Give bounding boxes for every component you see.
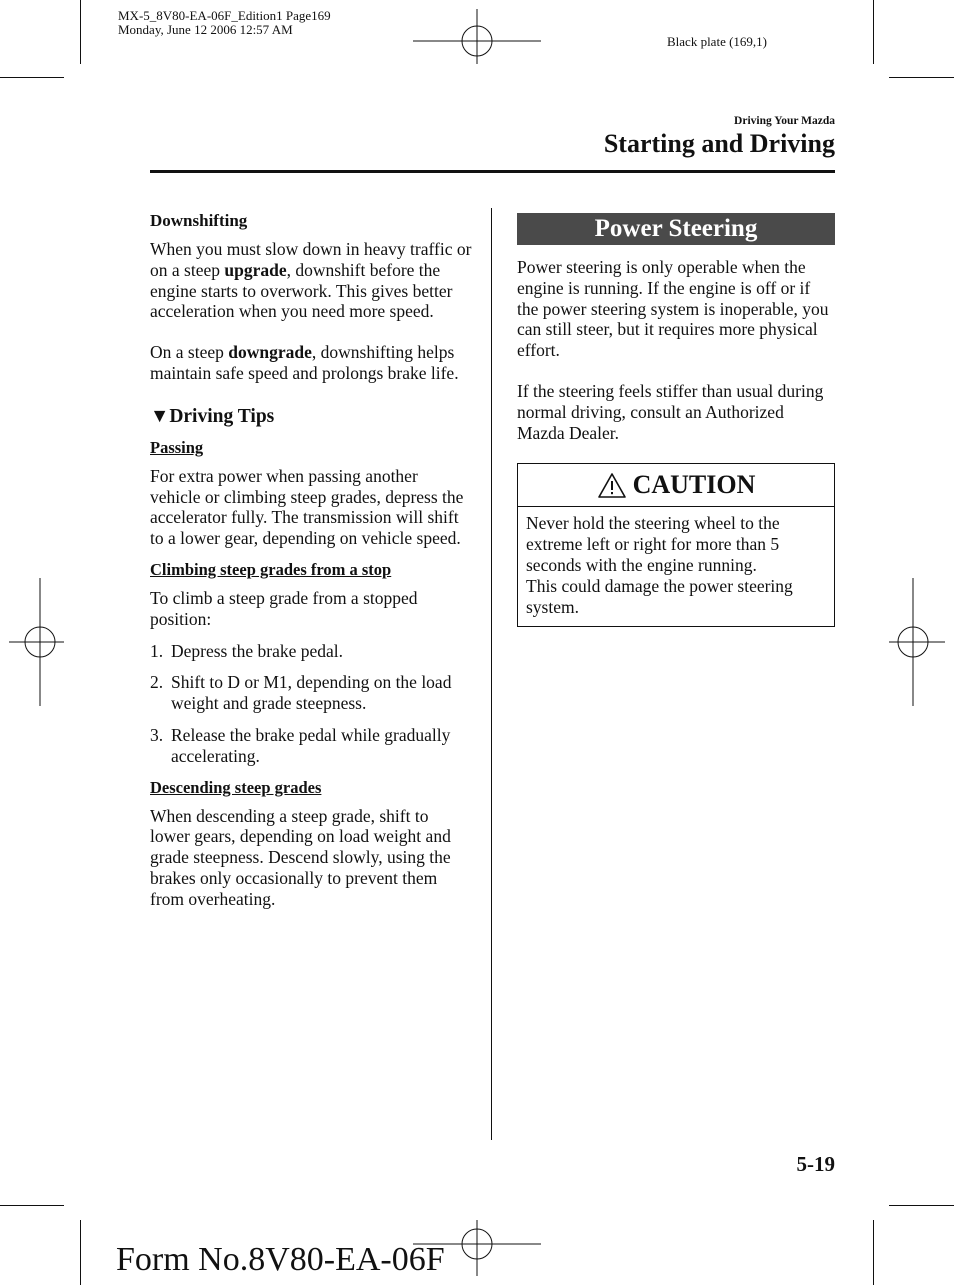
triangle-down-icon: ▼ <box>150 405 170 427</box>
step-number: 3. <box>150 724 164 745</box>
step-number: 2. <box>150 672 164 693</box>
caution-box <box>517 463 835 627</box>
list-item <box>150 725 472 767</box>
climbing-steps-list <box>150 641 472 767</box>
list-item <box>150 641 472 662</box>
list-item <box>150 672 472 714</box>
power-steering-paragraph-2: If the steering feels stiffer than usual during normal driving, consult an Authorized Mazda Dealer. <box>517 380 824 443</box>
print-slug <box>118 9 331 37</box>
downshifting-heading: Downshifting <box>150 211 248 230</box>
left-column <box>150 211 472 910</box>
passing-paragraph: For extra power when passing another vehicle or climbing steep grades, depress the accelerator fully. The transmission will shift to a lower gear, depending on vehicle speed. <box>150 465 464 549</box>
chapter-label: Driving Your Mazda <box>734 115 835 127</box>
step-number: 1. <box>150 640 164 661</box>
step-text: Shift to D or M1, depending on the load weight and grade steepness. <box>171 672 452 714</box>
bold-term: upgrade <box>224 259 287 280</box>
passing-heading: Passing <box>150 437 204 457</box>
text-run: , downshift before the engine starts to overwork. This gives better acceleration when you need more speed. <box>150 259 453 322</box>
driving-tips-heading <box>150 406 472 428</box>
downshifting-paragraph-2 <box>150 342 472 384</box>
climbing-heading: Climbing steep grades from a stop <box>150 559 392 579</box>
plate-label: Black plate (169,1) <box>667 34 767 49</box>
right-column <box>517 213 835 627</box>
print-file-line: MX-5_8V80-EA-06F_Edition1 Page169 <box>118 8 331 23</box>
driving-tips-label: Driving Tips <box>169 405 275 427</box>
caution-title: CAUTION <box>632 470 756 500</box>
column-divider <box>491 208 492 1140</box>
climbing-paragraph: To climb a steep grade from a stopped position: <box>150 587 418 629</box>
caution-header <box>518 464 834 507</box>
form-number: Form No.8V80-EA-06F <box>116 1241 445 1278</box>
descending-heading: Descending steep grades <box>150 777 322 797</box>
section-title-bar <box>517 213 835 245</box>
text-run: , downshifting helps maintain safe speed and prolongs brake life. <box>150 342 459 383</box>
text-run: On a steep <box>150 342 229 363</box>
header-rule <box>150 170 835 173</box>
warning-triangle-icon <box>597 472 627 499</box>
print-date-line: Monday, June 12 2006 12:57 AM <box>118 22 293 37</box>
downshifting-paragraph-1 <box>150 239 472 322</box>
power-steering-paragraph-1: Power steering is only operable when the engine is running. If the engine is off or if the power steering system is inoperable, you can still steer, but it requires more physical effort. <box>517 257 829 361</box>
page-number: 5-19 <box>796 1152 835 1176</box>
descending-paragraph: When descending a steep grade, shift to lower gears, depending on load weight and grade steepness. Descend slowly, using the brakes only occasionally to prevent them from overheating. <box>150 805 451 909</box>
page-title: Starting and Driving <box>603 129 835 158</box>
bold-term: downgrade <box>228 342 312 363</box>
step-text: Release the brake pedal while gradually accelerating. <box>171 724 451 766</box>
section-title: Power Steering <box>594 215 758 242</box>
step-text: Depress the brake pedal. <box>171 640 344 661</box>
caution-text: Never hold the steering wheel to the extreme left or right for more than 5 seconds with the engine running. This could damage the power steering system. <box>526 513 793 617</box>
text-run: When you must slow down in heavy traffic or on a steep <box>150 239 472 280</box>
